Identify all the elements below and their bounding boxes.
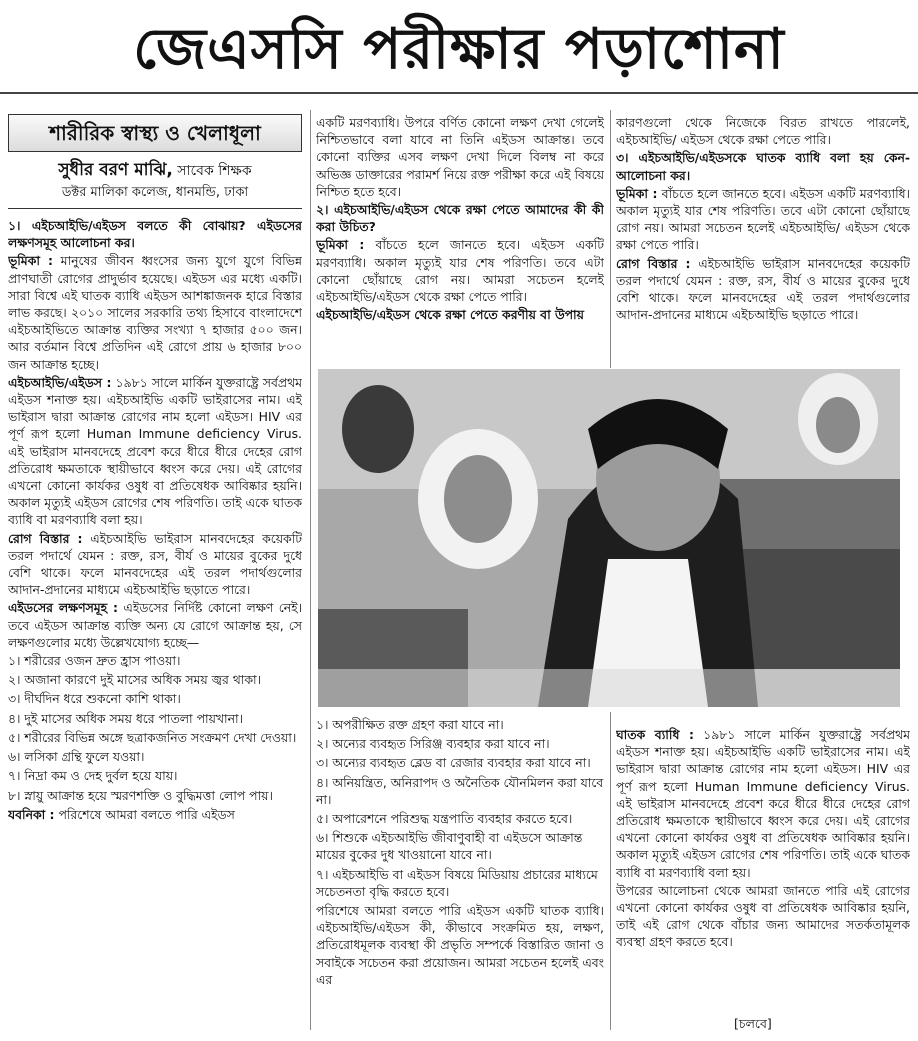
conclusion-paragraph: পরিশেষে আমরা বলতে পারি এইডস একটি ঘাতক ব্যাধি। এইচআইভি/এইডস কী, কীভাবে সংক্রমিত হয়, লক্ষণ, প্রতিরোধমূলক ব্যবস্থা কী প্রভৃতি সম্পর্কে বিস্তারিত জানা ও সবাইকে সচেতন করা প্রয়োজন। আমরা সচেতন হলেই এবং এর bbox=[316, 903, 604, 987]
list-item: ১। শরীরের ওজন দ্রুত হ্রাস পাওয়া। bbox=[8, 653, 181, 669]
prevention-list bbox=[316, 716, 604, 900]
column-divider bbox=[310, 110, 311, 1030]
spread-paragraph: রোগ বিস্তার : এইচআইভি ভাইরাস মানবদেহের কয়েকটি তরল পদার্থে যেমন : রক্ত, রস, বীর্য ও মায়ের বুকের দুধে বেশি থাকে। ফলে মানবদেহের এই তরল পদার্থগুলোর আদান-প্রদানের মাধ্যমে এইচআইভি ছড়াতে পারে। bbox=[616, 255, 910, 323]
list-item: ৫। অপারেশনে পরিশুদ্ধ যন্ত্রপাতি ব্যবহার করতে হবে। bbox=[316, 811, 573, 827]
fatal-disease-paragraph: ঘাতক ব্যাধি : ১৯৮১ সালে মার্কিন যুক্তরাষ্ট্রে সর্বপ্রথম এইডস শনাক্ত হয়। এইচআইভি একটি ভাইরাসের নাম। এই ভাইরাস দ্বারা আক্রান্ত রোগের নাম হলো এইডস। HIV এর পূর্ণ রূপ হলো Human Immune deficiency Virus. এই ভাইরাস মানবদেহে প্রবেশ করে ধীরে ধীরে দেহের রোগ প্রতিরোধ ক্ষমতাকে স্থায়ীভাবে ধ্বংস করে দেয়। এই রোগের এখনো কোনো কার্যকর ওষুধ বা প্রতিষেধক আবিষ্কার হয়নি। অকাল মৃত্যুই এইডস রোগের শেষ পরিণতি। তাই একে ঘাতক ব্যাধি বা মরণব্যাধি বলা হয়। bbox=[616, 727, 910, 880]
question-1: ১। এইচআইভি/এইডস বলতে কী বোঝায়? এইডসের লক্ষণসমূহ আলোচনা কর। bbox=[8, 218, 302, 251]
section-title: শারীরিক স্বাস্থ্য ও খেলাধূলা bbox=[8, 114, 302, 152]
symptoms-list bbox=[8, 652, 302, 804]
conclusion-paragraph: উপরের আলোচনা থেকে আমরা জানতে পারি এই রোগের এখনো কোনো কার্যকর ওষুধ বা প্রতিষেধক আবিষ্কার হয়নি, তাই এই রোগ থেকে বাঁচার জন্য আমাদের সতর্কতামূলক ব্যবস্থা গ্রহণ করতে হবে। bbox=[616, 882, 910, 950]
conclusion-start: যবনিকা : পরিশেষে আমরা বলতে পারি এইডস bbox=[8, 806, 235, 822]
list-item: ১। অপরীক্ষিত রক্ত গ্রহণ করা যাবে না। bbox=[316, 717, 504, 732]
intro-paragraph: ভূমিকা : বাঁচতে হলে জানতে হবে। এইডস একটি মরণব্যাধি। অকাল মৃত্যুই যার শেষ পরিণতি। তবে এটা কোনো ছোঁয়াছে রোগ নয়। আমরা সচেতন হলেই এইচআইভি/ এইডস থেকে রক্ষা পেতে পারি। bbox=[616, 185, 910, 253]
question-3: ৩। এইচআইভি/এইডসকে ঘাতক ব্যাধি বলা হয় কেন- আলোচনা কর। bbox=[616, 150, 910, 183]
author-name: সুধীর বরণ মাঝি, bbox=[58, 160, 173, 180]
page-headline: জেএসসি পরীক্ষার পড়াশোনা bbox=[0, 8, 918, 94]
list-item: ৭। এইচআইভি বা এইডস বিষয়ে মিডিয়ায় প্রচারের মাধ্যমে সচেতনতা বৃদ্ধি করতে হবে। bbox=[316, 866, 598, 899]
list-item: ২। অন্যের ব্যবহৃত সিরিঞ্জ ব্যবহার করা যাবে না। bbox=[316, 736, 550, 752]
list-item: ৪। অনিয়ন্ত্রিত, অনিরাপদ ও অনৈতিক যৌনমিলন করা যাবে না। bbox=[316, 774, 604, 807]
spread-paragraph: রোগ বিস্তার : এইচআইভি ভাইরাস মানবদেহের কয়েকটি তরল পদার্থে যেমন : রক্ত, রস, বীর্য ও মায়ের বুকের দুধে বেশি থাকে। ফলে মানবদেহের এই তরল পদার্থগুলোর আদান-প্রদানের মাধ্যমে এইচআইভি ছড়াতে পারে। bbox=[8, 530, 302, 598]
exam-photo-illustration bbox=[318, 369, 900, 707]
exam-photo bbox=[318, 369, 900, 707]
column-5 bbox=[616, 726, 910, 1016]
subheading: এইচআইভি/এইডস থেকে রক্ষা পেতে করণীয় বা উপায় bbox=[316, 307, 584, 323]
continued-paragraph: কারণগুলো থেকে নিজেকে বিরত রাখতে পারলেই, এইচআইভি/ এইডস থেকে রক্ষা পেতে পারি। bbox=[616, 115, 910, 148]
hiv-paragraph: এইচআইভি/এইডস : ১৯৮১ সালে মার্কিন যুক্তরাষ্ট্রে সর্বপ্রথম এইডস শনাক্ত হয়। এইচআইভি একটি ভাইরাসের নাম। এই ভাইরাস দ্বারা আক্রান্ত রোগের নাম হলো এইডস। HIV এর পূর্ণ রূপ হলো Human Immune deficiency Virus. এই ভাইরাস মানবদেহে প্রবেশ করে ধীরে ধীরে দেহের রোগ প্রতিরোধ ক্ষমতাকে স্থায়ীভাবে ধ্বংস করে দেয়। এই রোগের এখনো কোনো কার্যকর ওষুধ বা প্রতিষেধক আবিষ্কার হয়নি। অকাল মৃত্যুই এইডস রোগের শেষ পরিণতি। তাই একে ঘাতক ব্যাধি বা মরণব্যাধি বলা হয়। bbox=[8, 374, 302, 528]
list-item: ৪। দুই মাসের অধিক সময় ধরে পাতলা পায়খানা। bbox=[8, 710, 244, 726]
symptoms-paragraph: এইডসের লক্ষণসমূহ : এইডসের নির্দিষ্ট কোনো লক্ষণ নেই। তবে এইডস আক্রান্ত ব্যক্তি অন্য যে রোগে আক্রান্ত হয়, সে লক্ষণগুলোর মধ্যে উল্লেখযোগ্য হচ্ছে— bbox=[8, 600, 302, 650]
column-3 bbox=[616, 114, 910, 364]
author-line bbox=[8, 160, 302, 181]
list-item: ৩। অন্যের ব্যবহৃত ব্লেড বা রেজার ব্যবহার করা যাবে না। bbox=[316, 755, 591, 771]
list-item: ৩। দীর্ঘদিন ধরে শুকনো কাশি থাকা। bbox=[8, 691, 181, 707]
column-1 bbox=[8, 110, 302, 1030]
continued-marker: [চলবে] bbox=[734, 1016, 772, 1031]
intro-paragraph: ভূমিকা : মানুষের জীবন ধ্বংসের জন্য যুগে যুগে বিভিন্ন প্রাণঘাতী রোগের প্রাদুর্ভাব হয়েছে। এইডস এর মধ্যে একটি। সারা বিশ্বে এই ঘাতক ব্যাধি এইডস আশঙ্কাজনক হারে বিস্তার লাভ করছে। ২০১০ সালের সরকারি তথ্য হিসাবে বাংলাদেশে এইচআইভিতে আক্রান্ত ব্যক্তির সংখ্যা ৭ হাজার ৫০০ জন। আর বর্তমান বিশ্বে প্রতিদিন এই রোগে প্রায় ৬ হাজার ৮০০ জন আক্রান্ত হচ্ছে। bbox=[8, 253, 302, 372]
continued-paragraph: একটি মরণব্যাধি। উপরে বর্ণিত কোনো লক্ষণ দেখা গেলেই নিশ্চিতভাবে বলা যাবে না তিনি এইডস আক্রান্ত। তবে কোনো ব্যক্তির এসব লক্ষণ দেখা দিলে বিলম্ব না করে অভিজ্ঞ ডাক্তারের পরামর্শ নিয়ে রক্ত পরীক্ষা করে এই বিষয়ে নিশ্চিত হতে হবে। bbox=[316, 115, 604, 199]
column-divider bbox=[610, 712, 611, 1030]
list-item: ৬। শিশুকে এইচআইভি জীবাণুবাহী বা এইডসে আক্রান্ত মায়ের বুকের দুধ খাওয়ানো যাবে না। bbox=[316, 830, 583, 863]
intro-paragraph: ভূমিকা : বাঁচতে হলে জানতে হবে। এইডস একটি মরণব্যাধি। অকাল মৃত্যুই যার শেষ পরিণতি। তবে এটা কোনো ছোঁয়াছে রোগ নয়। আমরা সচেতন হলেই এইচআইভি/এইডস থেকে রক্ষা পেতে পারি। bbox=[316, 237, 604, 305]
list-item: ৫। শরীরের বিভিন্ন অঙ্গে ছত্রাকজনিত সংক্রমণ দেখা দেওয়া। bbox=[8, 729, 297, 745]
list-item: ৬। লসিকা গ্রন্থি ফুলে যওয়া। bbox=[8, 749, 145, 765]
author-role: সাবেক শিক্ষক bbox=[172, 163, 252, 179]
column-2 bbox=[316, 114, 604, 364]
author-college: ডক্টর মালিকা কলেজ, ধানমন্ডি, ঢাকা bbox=[8, 183, 302, 209]
list-item: ৮। স্নায়ু আক্রান্ত হয়ে স্মরণশক্তি ও বুদ্ধিমত্তা লোপ পায়। bbox=[8, 787, 273, 803]
column-4 bbox=[316, 716, 604, 1034]
question-2: ২। এইচআইভি/এইডস থেকে রক্ষা পেতে আমাদের কী কী করা উচিত? bbox=[316, 202, 604, 235]
list-item: ২। অজানা কারণে দুই মাসের অধিক সময় জ্বর থাকা। bbox=[8, 672, 262, 688]
list-item: ৭। নিদ্রা কম ও দেহ দুর্বল হয়ে যায়। bbox=[8, 768, 178, 784]
column-divider bbox=[610, 110, 611, 368]
